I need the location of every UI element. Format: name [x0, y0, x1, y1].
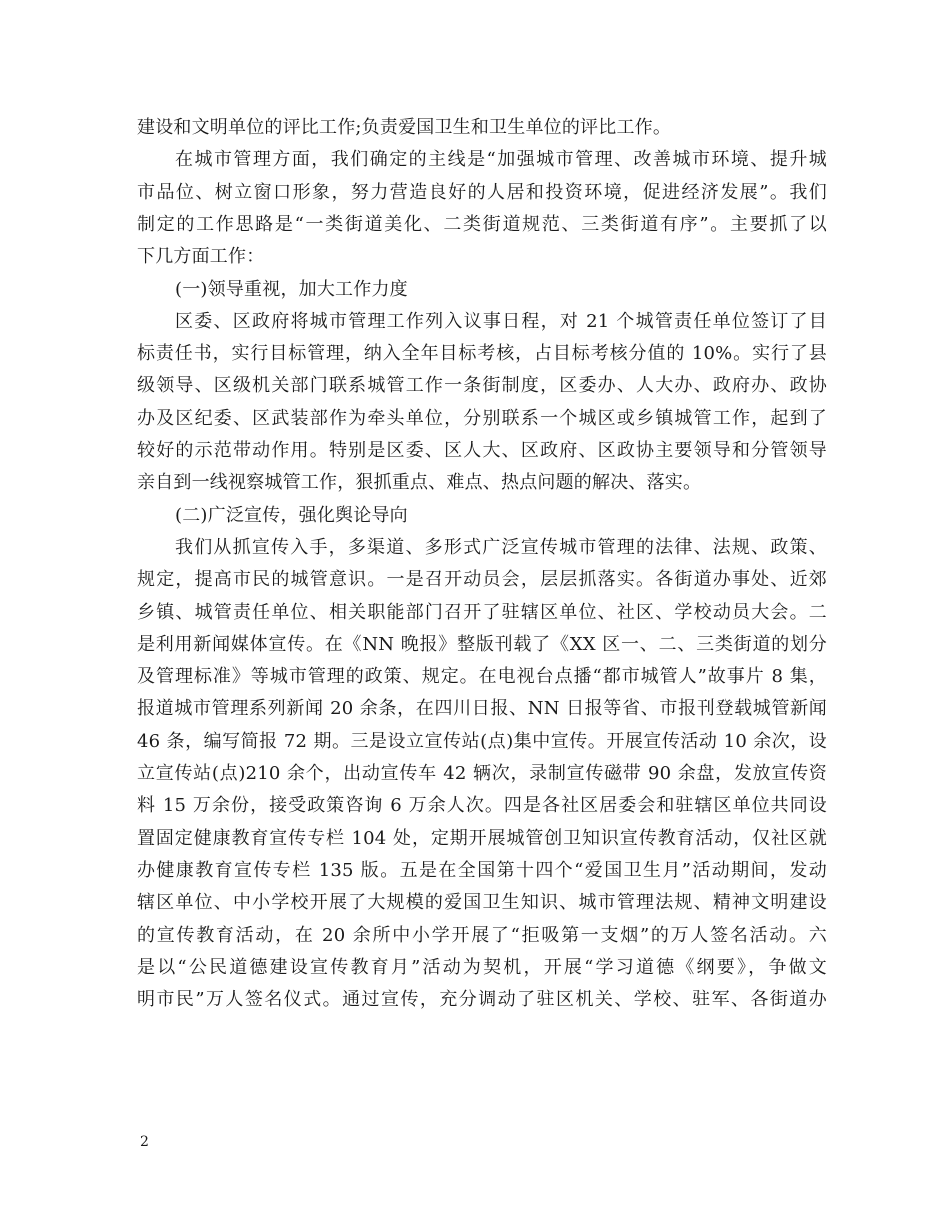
text-line: (二)广泛宣传，强化舆论导向: [175, 504, 408, 526]
text-line: 级领导、区级机关部门联系城管工作一条街制度，区委办、人大办、政府办、政协: [137, 375, 827, 397]
text-line: 料 15 万余份，接受政策咨询 6 万余人次。四是各社区居委会和驻辖区单位共同设: [137, 795, 827, 817]
text-line: 办健康教育宣传专栏 135 版。五是在全国第十四个“爱国卫生月”活动期间，发动: [137, 859, 827, 881]
text-line: 下几方面工作：: [137, 246, 265, 268]
text-line: 乡镇、城管责任单位、相关职能部门召开了驻辖区单位、社区、学校动员大会。二: [137, 601, 827, 623]
page-number: 2: [140, 1134, 149, 1150]
text-line: 市品位、树立窗口形象，努力营造良好的人居和投资环境，促进经济发展”。我们: [137, 181, 827, 203]
text-line: 是以“公民道德建设宣传教育月”活动为契机，开展“学习道德《纲要》，争做文: [137, 956, 827, 978]
text-line: 立宣传站(点)210 余个，出动宣传车 42 辆次，录制宣传磁带 90 余盘，发放宣传资: [137, 763, 827, 784]
text-line: 制定的工作思路是“一类街道美化、二类街道规范、三类街道有序”。主要抓了以: [137, 213, 827, 235]
text-line: 明市民”万人签名仪式。通过宣传，充分调动了驻区机关、学校、驻军、各街道办: [137, 989, 827, 1011]
text-line: 亲自到一线视察城管工作，狠抓重点、难点、热点问题的解决、落实。: [137, 472, 702, 494]
text-line: 及管理标准》等城市管理的政策、规定。在电视台点播“都市城管人”故事片 8 集，: [137, 666, 827, 688]
text-line: 建设和文明单位的评比工作;负责爱国卫生和卫生单位的评比工作。: [137, 117, 672, 138]
text-line: (一)领导重视，加大工作力度: [175, 278, 408, 300]
text-line: 在城市管理方面，我们确定的主线是“加强城市管理、改善城市环境、提升城: [175, 149, 827, 171]
text-line: 区委、区政府将城市管理工作列入议事日程，对 21 个城管责任单位签订了目: [175, 310, 827, 332]
text-line: 辖区单位、中小学校开展了大规模的爱国卫生知识、城市管理法规、精神文明建设: [137, 892, 827, 914]
text-line: 的宣传教育活动，在 20 余所中小学开展了“拒吸第一支烟”的万人签名活动。六: [137, 924, 827, 946]
text-line: 我们从抓宣传入手，多渠道、多形式广泛宣传城市管理的法律、法规、政策、: [175, 536, 827, 558]
text-line: 置固定健康教育宣传专栏 104 处，定期开展城管创卫知识宣传教育活动，仅社区就: [137, 827, 827, 849]
text-line: 规定，提高市民的城管意识。一是召开动员会，层层抓落实。各街道办事处、近郊: [137, 569, 827, 591]
text-line: 是利用新闻媒体宣传。在《NN 晚报》整版刊载了《XX 区一、二、三类街道的划分: [137, 633, 827, 655]
text-line: 较好的示范带动作用。特别是区委、区人大、区政府、区政协主要领导和分管领导: [137, 440, 827, 461]
text-line: 标责任书，实行目标管理，纳入全年目标考核，占目标考核分值的 10%。实行了县: [137, 343, 827, 365]
text-line: 46 条，编写简报 72 期。三是设立宣传站(点)集中宣传。开展宣传活动 10 余次，设: [137, 730, 827, 752]
text-line: 办及区纪委、区武装部作为牵头单位，分别联系一个城区或乡镇城管工作，起到了: [137, 407, 827, 429]
text-line: 报道城市管理系列新闻 20 余条，在四川日报、NN 日报等省、市报刊登载城管新闻: [137, 698, 827, 720]
